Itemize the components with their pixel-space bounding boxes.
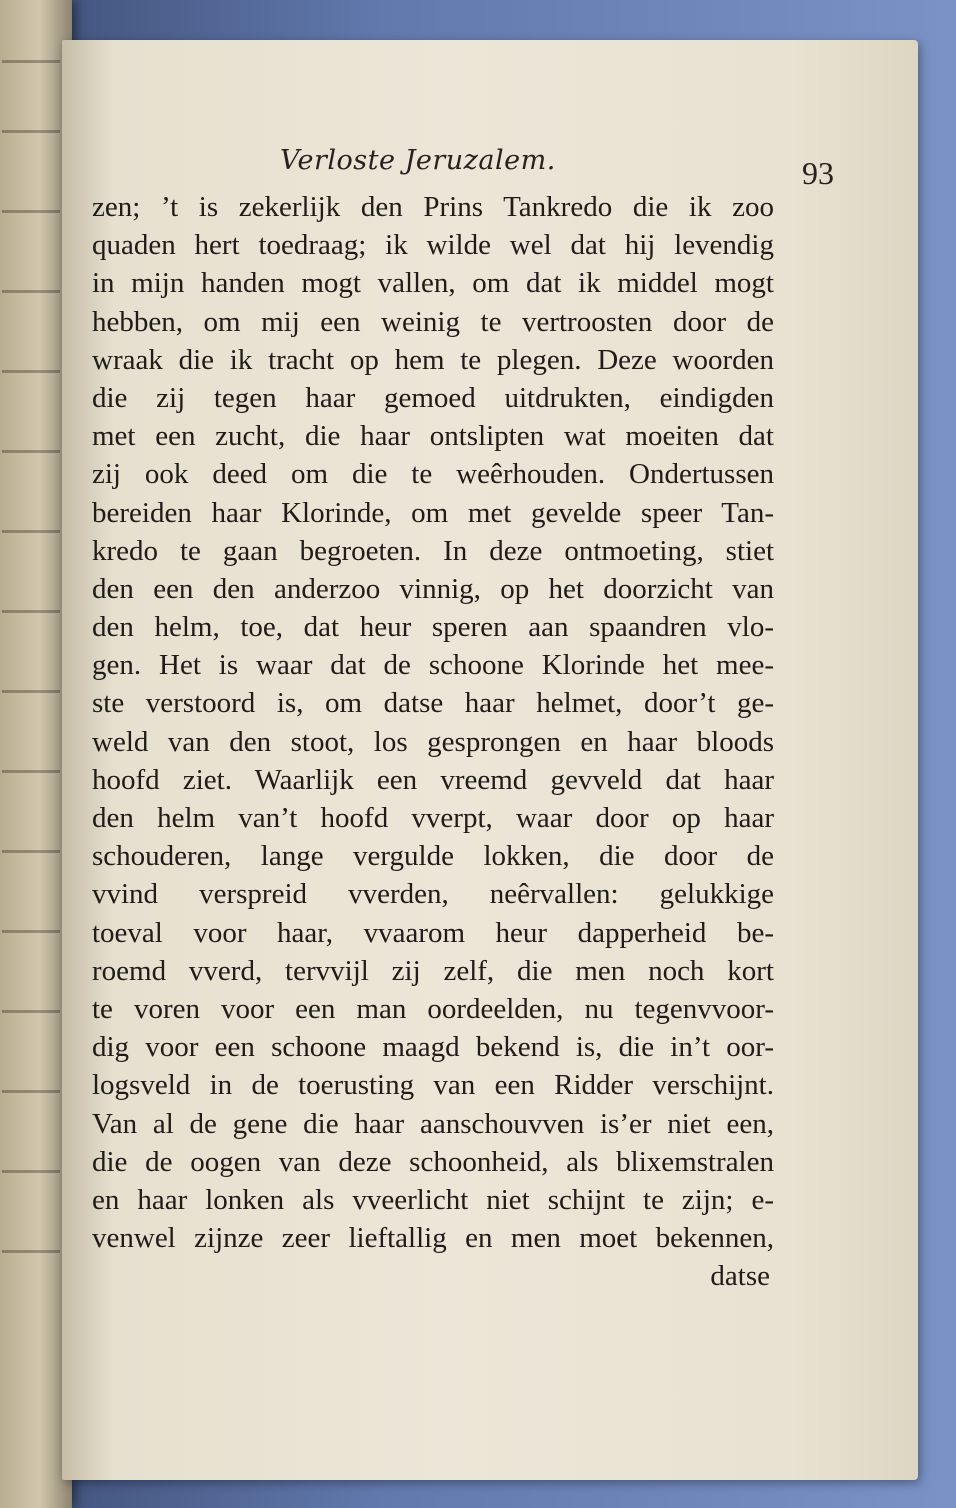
text-line: en haar lonken als vveerlicht niet schijnt te zijn; e- [92,1183,774,1216]
text-line: in mijn handen mogt vallen, om dat ik middel mogt [92,267,774,300]
bleed-through-line [2,130,60,133]
bleed-through-line [2,60,60,63]
text-line: te voren voor een man oordeelden, nu tegenvvoor- [92,992,774,1025]
text-line: die de oogen van deze schoonheid, als blixemstralen [92,1145,774,1178]
bleed-through-line [2,450,60,453]
text-line: den helm, toe, dat heur speren aan spaandren vlo- [92,611,774,644]
text-line: ste verstoord is, om datse haar helmet, door’t ge- [92,687,774,720]
text-line: vvind verspreid vverden, neêrvallen: gelukkige [92,878,774,911]
bleed-through-line [2,210,60,213]
text-line: venwel zijnze zeer lieftallig en men moet bekennen, [92,1222,774,1255]
text-line: zij ook deed om die te weêrhouden. Ondertussen [92,458,774,491]
page-number: 93 [802,155,834,191]
text-line: gen. Het is waar dat de schoone Klorinde het mee- [92,649,774,682]
text-line: toeval voor haar, vvaarom heur dapperheid be- [92,916,774,949]
text-line: hoofd ziet. Waarlijk een vreemd gevveld dat haar [92,763,774,796]
book-page [62,40,918,1480]
text-line: den een den anderzoo vinnig, op het doorzicht van [92,572,774,605]
running-title: Verloste Jeruzalem. [280,145,556,176]
bleed-through-line [2,1250,60,1253]
bleed-through-line [2,610,60,613]
text-line: logsveld in de toerusting van een Ridder verschijnt. [92,1069,774,1102]
catchword: datse [710,1260,770,1293]
bleed-through-line [2,930,60,933]
text-line: den helm van’t hoofd vverpt, waar door op haar [92,802,774,834]
body-text [92,188,774,1295]
bleed-through-line [2,1090,60,1093]
page-header [132,135,834,191]
bleed-through-line [2,290,60,293]
text-line: zen; ’t is zekerlijk den Prins Tankredo die ik zoo [92,191,774,223]
bleed-through-line [2,530,60,533]
text-line: bereiden haar Klorinde, om met gevelde speer Tan- [92,496,774,529]
text-line: schouderen, lange vergulde lokken, die door de [92,840,774,873]
bleed-through-line [2,1010,60,1013]
bleed-through-line [2,770,60,773]
bleed-through-line [2,1170,60,1173]
bleed-through-line [2,370,60,373]
text-line: Van al de gene die haar aanschouvven is’er niet een, [92,1107,774,1140]
text-line: roemd vverd, tervvijl zij zelf, die men noch kort [92,954,774,987]
text-line: die zij tegen haar gemoed uitdrukten, eindigden [92,381,774,414]
text-line: met een zucht, die haar ontslipten wat moeiten dat [92,420,774,453]
bleed-through-line [2,690,60,693]
text-line: hebben, om mij een weinig te vertroosten door de [92,305,774,338]
text-line: wraak die ik tracht op hem te plegen. Deze woorden [92,343,774,376]
text-line: quaden hert toedraag; ik wilde wel dat hij levendig [92,229,774,262]
text-line: dig voor een schoone maagd bekend is, die in’t oor- [92,1031,774,1064]
text-line: kredo te gaan begroeten. In deze ontmoeting, stiet [92,534,774,567]
bleed-through-line [2,850,60,853]
text-line: weld van den stoot, los gesprongen en haar bloods [92,725,774,758]
